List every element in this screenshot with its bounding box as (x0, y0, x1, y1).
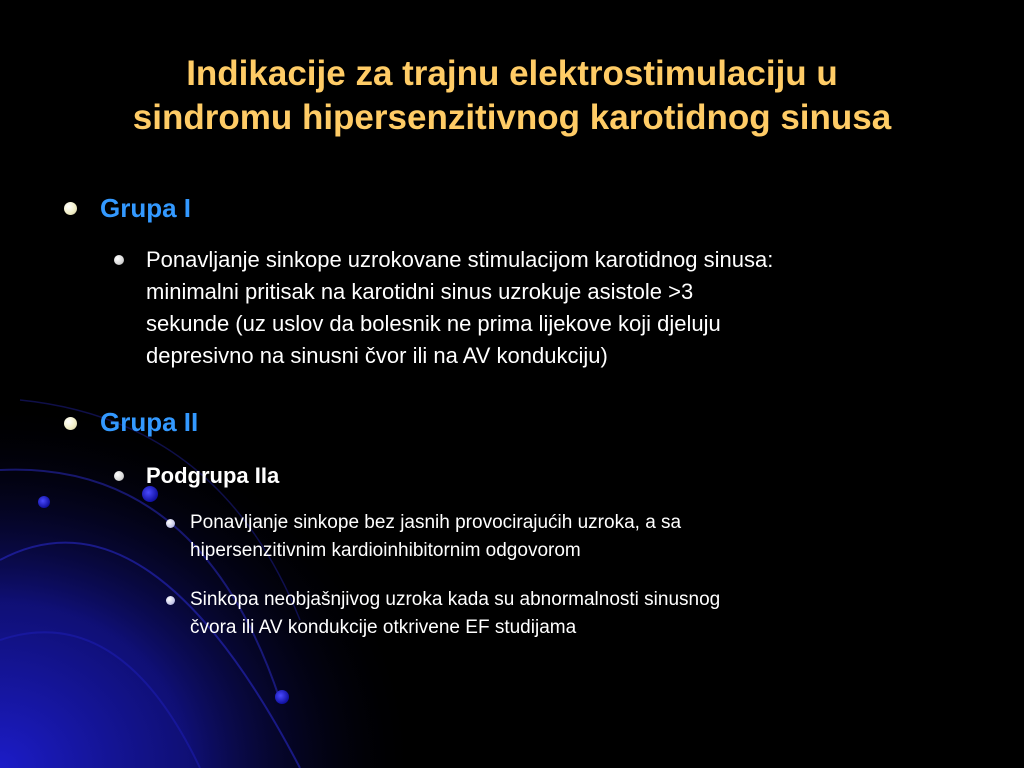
bullet-icon (114, 255, 124, 265)
decor-dot (275, 690, 289, 704)
blue-glow (0, 400, 420, 768)
bullet-icon (64, 417, 77, 430)
decor-dot (38, 496, 50, 508)
list-item (190, 509, 990, 565)
group-heading: Grupa I (100, 193, 192, 223)
list-item-line: minimalni pritisak na karotidni sinus uzrokuje asistole >3 (146, 279, 694, 304)
list-item-line: sekunde (uz uslov da bolesnik ne prima lijekove koji djeluju (146, 311, 721, 336)
title-line: sindromu hipersenzitivnog karotidnog sinusa (132, 98, 892, 137)
list-item-line: Sinkopa neobjašnjivog uzroka kada su abnormalnosti sinusnog (190, 589, 721, 610)
list-item-line: čvora ili AV kondukcije otkrivene EF studijama (190, 617, 577, 638)
group-heading: Grupa II (100, 407, 199, 437)
bullet-icon (166, 596, 175, 605)
list-item-line: depresivno na sinusni čvor ili na AV kondukciju) (146, 343, 608, 368)
list-item (190, 586, 990, 642)
list-item-line: hipersenzitivnim kardioinhibitornim odgovorom (190, 540, 581, 561)
slide-title (40, 52, 984, 140)
subgroup-heading: Podgrupa IIa (146, 463, 280, 488)
list-item-line: Ponavljanje sinkope bez jasnih provocirajućih uzroka, a sa (190, 512, 682, 533)
list-item (146, 244, 986, 372)
bullet-icon (114, 471, 124, 481)
list-item-line: Ponavljanje sinkope uzrokovane stimulacijom karotidnog sinusa: (146, 247, 774, 272)
title-line: Indikacije za trajnu elektrostimulaciju u (186, 54, 838, 93)
bullet-icon (64, 202, 77, 215)
bullet-icon (166, 519, 175, 528)
